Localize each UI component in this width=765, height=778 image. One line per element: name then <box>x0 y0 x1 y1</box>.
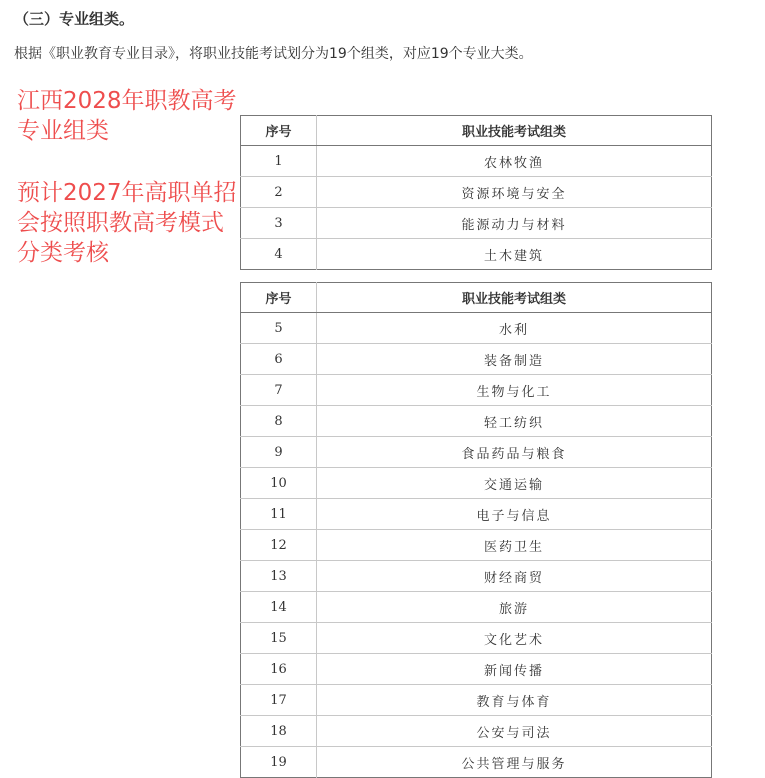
row-group: 交通运输 <box>317 468 712 499</box>
row-group: 生物与化工 <box>317 375 712 406</box>
annotation-line: 专业组类 <box>17 118 109 144</box>
table-row <box>241 499 712 530</box>
row-no: 8 <box>241 406 317 437</box>
header-no: 序号 <box>241 283 317 313</box>
table-row <box>241 344 712 375</box>
table-row <box>241 146 712 177</box>
row-group: 公安与司法 <box>317 716 712 747</box>
row-no: 6 <box>241 344 317 375</box>
row-no: 13 <box>241 561 317 592</box>
row-no: 16 <box>241 654 317 685</box>
table-row <box>241 592 712 623</box>
table-row <box>241 623 712 654</box>
table-row <box>241 208 712 239</box>
intro-paragraph: 根据《职业教育专业目录》，将职业技能考试划分为19个组类，对应19个专业大类。 <box>14 46 533 62</box>
row-group: 农林牧渔 <box>317 146 712 177</box>
table-row <box>241 716 712 747</box>
row-no: 7 <box>241 375 317 406</box>
row-group: 教育与体育 <box>317 685 712 716</box>
annotation-title <box>17 86 237 146</box>
table-row <box>241 375 712 406</box>
row-group: 装备制造 <box>317 344 712 375</box>
group-table-part1 <box>240 115 712 270</box>
row-no: 3 <box>241 208 317 239</box>
table-row <box>241 239 712 270</box>
group-table-part2 <box>240 282 712 778</box>
row-group: 水利 <box>317 313 712 344</box>
row-no: 4 <box>241 239 317 270</box>
row-group: 财经商贸 <box>317 561 712 592</box>
row-group: 文化艺术 <box>317 623 712 654</box>
table-row <box>241 654 712 685</box>
row-no: 9 <box>241 437 317 468</box>
table-header-row <box>241 283 712 313</box>
row-no: 12 <box>241 530 317 561</box>
row-no: 17 <box>241 685 317 716</box>
table-row <box>241 561 712 592</box>
row-no: 19 <box>241 747 317 778</box>
annotation-line: 预计2027年高职单招 <box>17 180 237 206</box>
row-no: 5 <box>241 313 317 344</box>
row-group: 能源动力与材料 <box>317 208 712 239</box>
row-no: 18 <box>241 716 317 747</box>
row-group: 食品药品与粮食 <box>317 437 712 468</box>
table-row <box>241 177 712 208</box>
row-group: 资源环境与安全 <box>317 177 712 208</box>
row-no: 14 <box>241 592 317 623</box>
table-row <box>241 685 712 716</box>
annotation-line: 江西2028年职教高考 <box>17 88 237 114</box>
header-group: 职业技能考试组类 <box>317 283 712 313</box>
row-no: 2 <box>241 177 317 208</box>
table-row <box>241 313 712 344</box>
row-group: 旅游 <box>317 592 712 623</box>
table-row <box>241 406 712 437</box>
table-row <box>241 530 712 561</box>
row-no: 1 <box>241 146 317 177</box>
row-no: 15 <box>241 623 317 654</box>
annotation-note <box>17 178 237 268</box>
section-heading: （三）专业组类。 <box>14 10 135 28</box>
table-row <box>241 747 712 778</box>
row-group: 轻工纺织 <box>317 406 712 437</box>
header-group: 职业技能考试组类 <box>317 116 712 146</box>
row-group: 公共管理与服务 <box>317 747 712 778</box>
row-group: 土木建筑 <box>317 239 712 270</box>
row-group: 新闻传播 <box>317 654 712 685</box>
header-no: 序号 <box>241 116 317 146</box>
table-header-row <box>241 116 712 146</box>
table-row <box>241 468 712 499</box>
row-no: 10 <box>241 468 317 499</box>
table-row <box>241 437 712 468</box>
row-group: 医药卫生 <box>317 530 712 561</box>
row-group: 电子与信息 <box>317 499 712 530</box>
annotation-line: 分类考核 <box>17 240 109 266</box>
annotation-line: 会按照职教高考模式 <box>17 210 224 236</box>
row-no: 11 <box>241 499 317 530</box>
